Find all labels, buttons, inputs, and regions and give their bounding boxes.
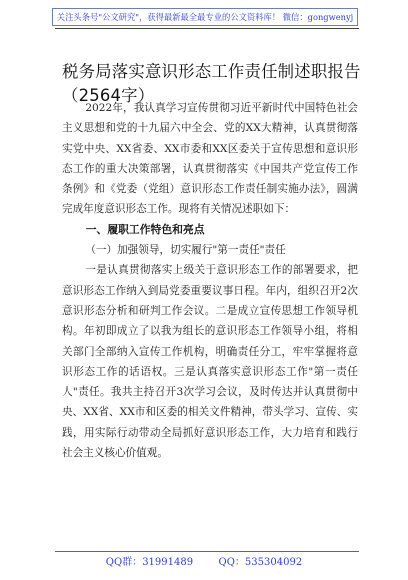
footer-divider [55, 551, 359, 552]
footer-contact: QQ群：31991489 QQ：535304092 [105, 557, 303, 568]
intro-paragraph: 2022年，我认真学习宣传贯彻习近平新时代中国特色社会主义思想和党的十九届六中全会、党的XX大精神，认真贯彻落实党中央、XX省委、XX市委和XX区委关于宣传思想和意识形态工作的重大决策部署，认真贯彻落实《中国共产党宣传工作条例》和《党委（党组）意识形态工作责任制实施办法》，圆满完成年度意识形态工作。现将有关情况述职如下： [62, 102, 358, 216]
page-title: 税务局落实意识形态工作责任制述职报告（2564字） [62, 62, 361, 105]
subsection-heading: （一）加强领导，切实履行"第一责任"责任 [85, 244, 286, 257]
section-heading: 一、履职工作特色和亮点 [85, 222, 205, 236]
header-banner: 关注头条号"公文研究"，获得最新最全最专业的公文资料库！ 微信：gongwenyj [52, 8, 358, 26]
header-divider [55, 28, 359, 29]
document-body [62, 98, 358, 463]
body-paragraph: 一是认真贯彻落实上级关于意识形态工作的部署要求，把意识形态工作纳入到局党委重要议事日程。年内，组织召开2次意识形态分析和研判工作会议。二是成立宣传思想工作领导机构。年初即成立了以我为组长的意识形态工作领导小组，将相关部门全部纳入宣传工作机构，明确责任分工，牢牢掌握将意识形态工作的话语权。三是认真落实意识形态工作"第一责任人"责任。我共主持召开3次学习会议，及时传达并认真贯彻中央、XX省、XX市和区委的相关文件精神，带头学习、宣传、实践，用实际行动带动全局抓好意识形态工作，大力培育和践行社会主义核心价值观。 [62, 264, 358, 460]
